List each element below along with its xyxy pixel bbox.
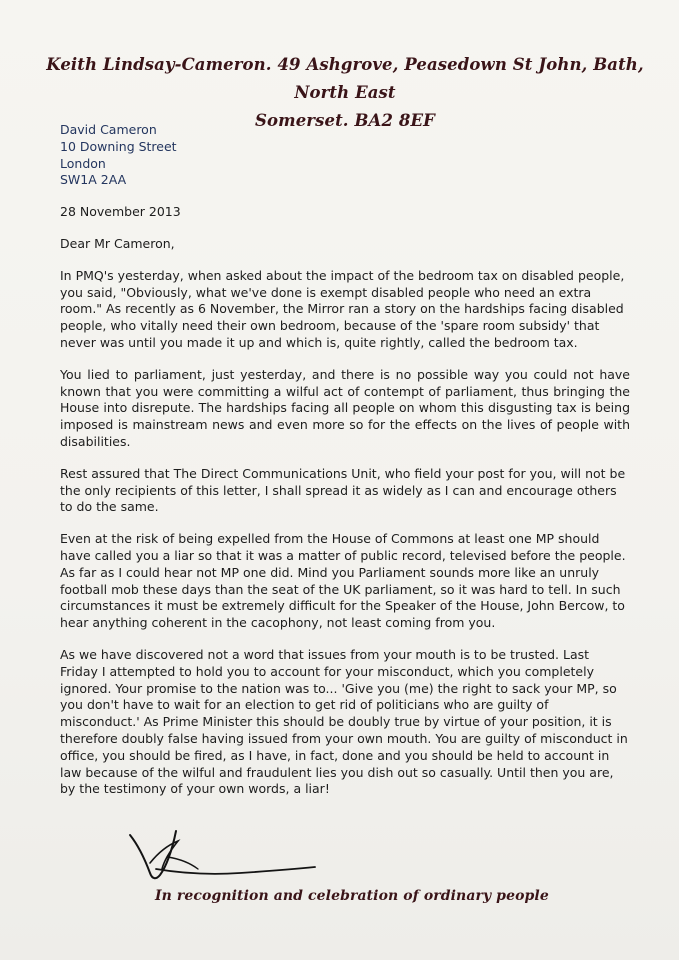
footer-tagline: In recognition and celebration of ordinary people [155,888,549,904]
paragraph-4: Even at the risk of being expelled from the House of Commons at least one MP should have called you a liar so that it was a matter of public record, televised before the people. As far as I could hear not MP one did. Mind you Parliament sounds more like an unruly football mob these days than the seat of the UK parliament, so it was hard to tell. In such circumstances it must be extremely difficult for the Speaker of the House, John Bercow, to hear anything coherent in the cacophony, not least coming from you. [60,531,626,631]
salutation: Dear Mr Cameron, [60,235,175,251]
recipient-city: London [60,155,106,171]
recipient-postcode: SW1A 2AA [60,172,127,188]
letterhead-line-2: Somerset. BA2 8EF [255,111,435,130]
handwritten-signature [120,823,320,885]
paragraph-1: In PMQ's yesterday, when asked about the impact of the bedroom tax on disabled people, you said, "Obviously, what we've done is exempt disabled people who need an extra room." As recently as 6 November, the Mirror ran a story on the hardships facing disabled people, who vitally need their own bedroom, because of the 'spare room subsidy' that never was until you made it up and which is, quite rightly, called the bedroom tax. [60,267,625,350]
recipient-name: David Cameron [60,122,157,137]
paragraph-2: You lied to parliament, just yesterday, and there is no possible way you could not have known that you were committing a wilful act of contempt of parliament, thus bringing the House into disrepute. The hardships facing all people on whom this disgusting tax is being imposed is mainstream news and even more so for the effects on the lives of people with disabilities. [60,366,630,449]
recipient-street: 10 Downing Street [60,138,177,154]
paragraph-5: As we have discovered not a word that issues from your mouth is to be trusted. Last Friday I attempted to hold you to account for your misconduct, which you completely ignored. Your promise to the nation was to... 'Give you (me) the right to sack your MP, so you don't have to wait for an election to get rid of politicians who are guilty of misconduct.' As Prime Minister this should be doubly true by virtue of your position, it is therefore doubly false having issued from your own mouth. You are guilty of misconduct in office, you should be fired, as I have, in fact, done and you should be held to account in law because of the wilful and fraudulent lies you dish out so casually. Until then you are, by the testimony of your own words, a liar! [60,646,628,797]
letterhead-line-1: Keith Lindsay-Cameron. 49 Ashgrove, Peasedown St John, Bath, North East [46,55,644,102]
recipient-address [60,122,630,189]
letter-body [60,122,630,798]
paragraph-3: Rest assured that The Direct Communications Unit, who field your post for you, will not be the only recipients of this letter, I shall spread it as widely as I can and encourage others to do the same. [60,465,626,515]
letter-date: 28 November 2013 [60,204,181,220]
